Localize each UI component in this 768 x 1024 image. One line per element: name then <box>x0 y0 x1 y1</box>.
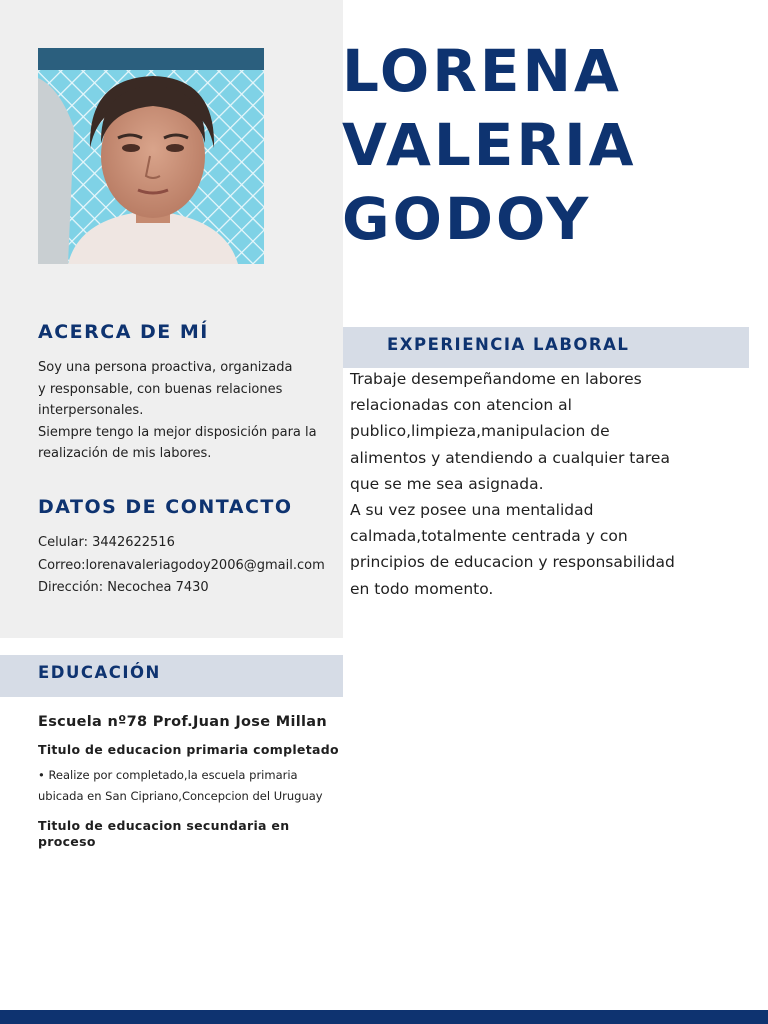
contact-phone: Celular: 3442622516 <box>38 535 175 550</box>
education-heading: EDUCACIÓN <box>38 663 161 682</box>
footer-bar <box>0 1010 768 1024</box>
experience-heading: EXPERIENCIA LABORAL <box>387 335 630 354</box>
education-degree-primary-note: • Realize por completado,la escuela primaria ubicada en San Cipriano,Concepcion del Uruguay <box>38 768 323 803</box>
experience-text: Trabaje desempeñandome en labores relacionadas con atencion al publico,limpieza,manipulacion de alimentos y atendiendo a cualquier tarea que se me sea asignada. A su vez posee una mentalidad calmada,totalmente centrada y con principios de educacion y responsabilidad en todo momento. <box>350 370 675 598</box>
education-school: Escuela nº78 Prof.Juan Jose Millan <box>38 714 327 730</box>
contact-heading: DATOS DE CONTACTO <box>38 496 293 518</box>
education-degree-primary: Titulo de educacion primaria completado <box>38 742 339 757</box>
name-line-middle: VALERIA <box>342 111 637 179</box>
about-text: Soy una persona proactiva, organizada y responsable, con buenas relaciones interpersonales. Siempre tengo la mejor disposición para la realización de mis labores. <box>38 360 317 462</box>
contact-email: Correo:lorenavaleriagodoy2006@gmail.com <box>38 557 325 573</box>
name-line-last: GODOY <box>342 185 592 253</box>
name-line-first: LORENA <box>342 37 622 105</box>
about-heading: ACERCA DE MÍ <box>38 321 209 343</box>
contact-address: Dirección: Necochea 7430 <box>38 580 209 595</box>
profile-photo <box>38 48 264 264</box>
full-name <box>342 34 637 256</box>
contact-list <box>38 532 325 600</box>
education-degree-secondary: Titulo de educacion secundaria en proceso <box>38 818 290 849</box>
